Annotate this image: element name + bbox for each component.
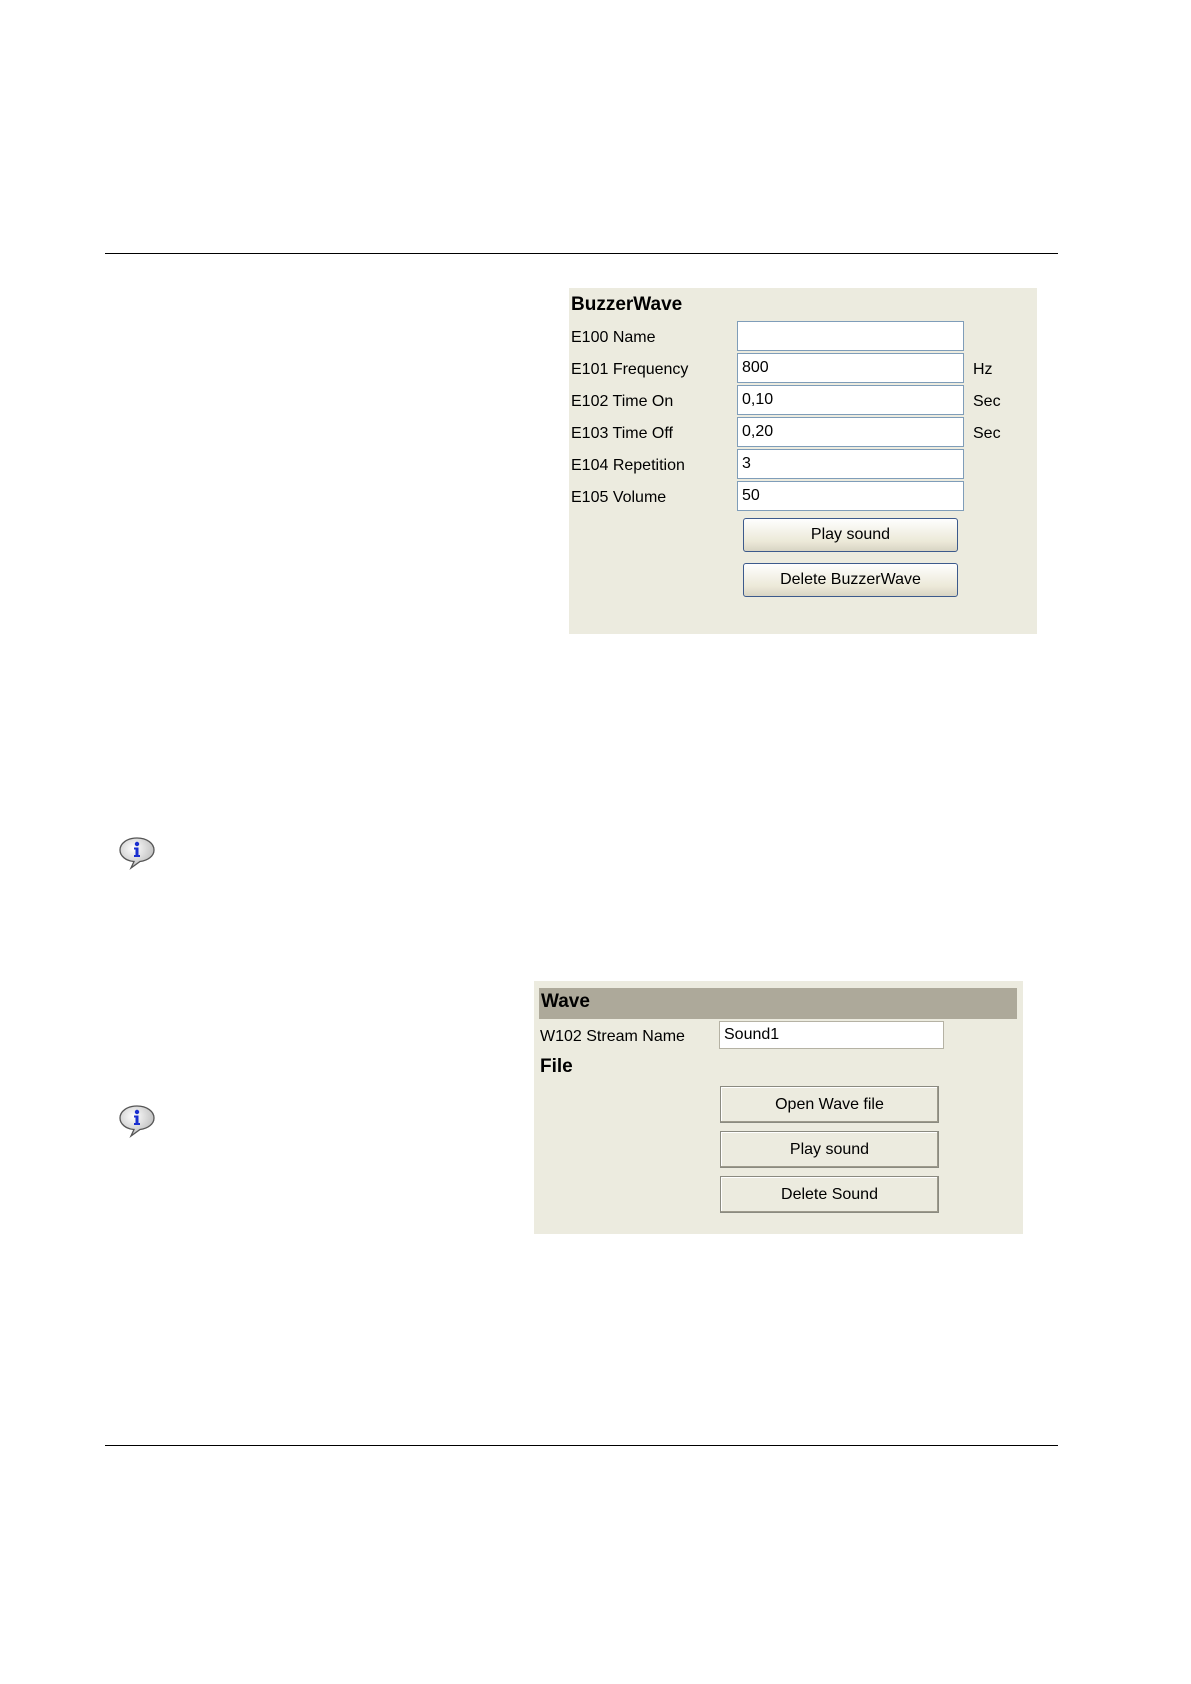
repetition-input[interactable]: 3: [737, 449, 964, 479]
name-label: E100 Name: [571, 329, 656, 346]
play-sound-button[interactable]: Play sound: [743, 518, 958, 552]
open-wave-file-button[interactable]: Open Wave file: [720, 1086, 939, 1123]
frequency-input[interactable]: 800: [737, 353, 964, 383]
volume-input[interactable]: 50: [737, 481, 964, 511]
time-on-input[interactable]: 0,10: [737, 385, 964, 415]
info-icon: [117, 835, 157, 871]
buzzerwave-title: BuzzerWave: [571, 294, 683, 315]
time-off-label: E103 Time Off: [571, 425, 673, 442]
delete-sound-button[interactable]: Delete Sound: [720, 1176, 939, 1213]
time-off-input[interactable]: 0,20: [737, 417, 964, 447]
repetition-label: E104 Repetition: [571, 457, 685, 474]
play-sound-button[interactable]: Play sound: [720, 1131, 939, 1168]
wave-title: Wave: [541, 991, 590, 1012]
time-on-unit: Sec: [973, 393, 1001, 410]
info-icon: [117, 1103, 157, 1139]
frequency-unit: Hz: [973, 361, 993, 378]
stream-name-input[interactable]: Sound1: [719, 1021, 944, 1049]
name-input[interactable]: [737, 321, 964, 351]
top-divider: [105, 253, 1058, 254]
bottom-divider: [105, 1445, 1058, 1446]
wave-panel: [534, 981, 1023, 1234]
time-off-unit: Sec: [973, 425, 1001, 442]
buzzerwave-panel: [569, 288, 1037, 634]
file-title: File: [540, 1056, 573, 1077]
time-on-label: E102 Time On: [571, 393, 674, 410]
delete-buzzerwave-button[interactable]: Delete BuzzerWave: [743, 563, 958, 597]
wave-header: [539, 988, 1017, 1019]
stream-name-label: W102 Stream Name: [540, 1028, 685, 1045]
volume-label: E105 Volume: [571, 489, 667, 506]
frequency-label: E101 Frequency: [571, 361, 689, 378]
